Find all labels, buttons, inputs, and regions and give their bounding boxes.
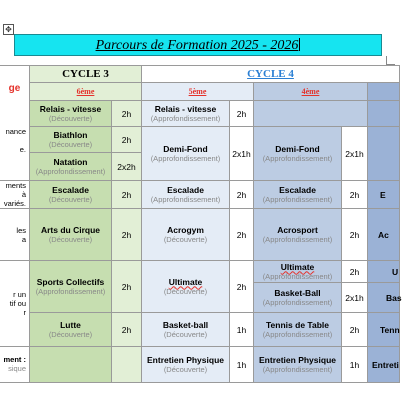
cell-6-escalade[interactable] (30, 181, 112, 209)
hours-value: 2h (121, 108, 132, 119)
cell-4-entretien[interactable] (254, 347, 342, 383)
hours-cell (112, 127, 142, 153)
cell-4-basketball[interactable] (254, 283, 342, 313)
hours-value: 2h (349, 189, 360, 200)
page-title: Parcours de Formation 2025 - 2026 (95, 38, 299, 53)
activity-name: Escalade (279, 184, 316, 195)
cell-6-natation[interactable] (30, 153, 112, 181)
hours-value: 2x1h (345, 292, 364, 303)
activity-type: (Découverte) (163, 364, 208, 374)
level-6-header (30, 83, 142, 101)
hours-cell (112, 261, 142, 313)
cell-5-acrogym[interactable] (142, 209, 230, 261)
hours-value: 1h (349, 359, 360, 370)
activity-name: E (380, 189, 386, 200)
cell-4-acrosport[interactable] (254, 209, 342, 261)
activity-name: Tenn (380, 324, 400, 335)
hours-cell (112, 153, 142, 181)
hours-cell (342, 313, 368, 347)
left-cell-4: r un tif ou r (0, 261, 30, 347)
hours-value: 2x2h (117, 161, 136, 172)
cell-3-empty (368, 127, 400, 181)
level-5-label: 5ème (188, 87, 207, 96)
activity-type: (Approfondissement) (262, 234, 333, 244)
activity-name: Demi-Fond (163, 143, 208, 154)
hours-cell (230, 209, 254, 261)
activity-name: Acrosport (277, 224, 318, 235)
activity-name: Entretien Physique (259, 354, 336, 365)
activity-type: (Approfondissement) (150, 194, 221, 204)
activity-name: Escalade (52, 184, 89, 195)
activity-type: (Approfondissement) (35, 166, 106, 176)
left-cell-1: nance e. (0, 101, 30, 181)
cycle3-header (30, 66, 142, 83)
activity-type: (Découverte) (48, 234, 93, 244)
activity-name: Basket-Ball (274, 287, 321, 298)
activity-type: (Approfondissement) (262, 153, 333, 163)
cell-5-relais[interactable] (142, 101, 230, 127)
cell-5-demifond[interactable] (142, 127, 230, 181)
activity-name: Ultimate (168, 276, 203, 287)
hours-value: 2h (121, 281, 132, 292)
cell-3-empty (368, 101, 400, 127)
activity-type: (Découverte) (48, 113, 93, 123)
hours-value: 2h (121, 134, 132, 145)
activity-name: Relais - vitesse (39, 103, 102, 114)
activity-name: Relais - vitesse (154, 103, 217, 114)
hours-value: 1h (236, 324, 247, 335)
left-cell-2: ments à variés. (0, 181, 30, 209)
cell-6-empty (30, 347, 112, 383)
left-cell-5-text: ment : (3, 355, 26, 364)
hours-value: 2h (349, 324, 360, 335)
level-5-header (142, 83, 254, 101)
hours-cell (342, 181, 368, 209)
cell-6-arts-cirque[interactable] (30, 209, 112, 261)
cycle3-label: CYCLE 3 (62, 68, 109, 80)
activity-name: Bas (386, 292, 402, 303)
hours-cell (342, 347, 368, 383)
table-top-border (0, 65, 400, 66)
activity-type: (Approfondissement) (262, 364, 333, 374)
table-move-handle[interactable]: ✥ (3, 24, 14, 35)
activity-type: (Découverte) (163, 329, 208, 339)
hours-value: 2h (349, 266, 360, 277)
cell-5-entretien[interactable] (142, 347, 230, 383)
hours-cell (230, 127, 254, 181)
activity-type: (Approfondissement) (150, 113, 221, 123)
hours-value: 2h (121, 324, 132, 335)
hours-cell (230, 313, 254, 347)
cell-5-basketball[interactable] (142, 313, 230, 347)
activity-name: Natation (53, 156, 88, 167)
activity-name: Biathlon (53, 129, 88, 140)
cell-6-relais[interactable] (30, 101, 112, 127)
hours-value: 2x1h (345, 148, 364, 159)
activity-name: Escalade (167, 184, 204, 195)
activity-type: (Approfondissement) (262, 271, 333, 281)
cell-4-empty (254, 101, 368, 127)
hours-cell (342, 261, 368, 283)
level-4-header (254, 83, 368, 101)
activity-type: (Découverte) (48, 329, 93, 339)
activity-name: U (392, 266, 399, 277)
hours-cell (112, 347, 142, 383)
hours-value: 2x1h (232, 148, 251, 159)
cell-3-acro[interactable] (368, 209, 400, 261)
cell-5-escalade[interactable] (142, 181, 230, 209)
hours-value: 1h (236, 359, 247, 370)
cycle4-header (142, 66, 400, 83)
hours-cell (112, 181, 142, 209)
hours-cell (342, 283, 368, 313)
activity-name: Entreti (372, 359, 399, 370)
left-cell-5-sub: sique (8, 364, 26, 373)
activity-name: Basket-ball (162, 319, 209, 330)
activity-type: (Approfondissement) (262, 329, 333, 339)
hours-cell (112, 209, 142, 261)
hours-value: 2h (349, 229, 360, 240)
hours-cell (230, 101, 254, 127)
cell-5-ultimate[interactable] (142, 261, 230, 313)
cell-4-ultimate[interactable] (254, 261, 342, 283)
activity-name: Acrogym (167, 224, 204, 235)
hours-value: 2h (236, 189, 247, 200)
column-divider (29, 66, 30, 383)
hours-cell (112, 101, 142, 127)
cell-4-tennis-table[interactable] (254, 313, 342, 347)
cell-3-entretien[interactable] (368, 347, 400, 383)
level-3-header (368, 83, 400, 101)
activity-type: (Découverte) (48, 194, 93, 204)
activity-type: (Découverte) (163, 286, 208, 296)
cell-6-biathlon[interactable] (30, 127, 112, 153)
activity-name: Entretien Physique (147, 354, 224, 365)
hours-cell (112, 313, 142, 347)
cell-6-lutte[interactable] (30, 313, 112, 347)
hours-cell (230, 347, 254, 383)
hours-value: 2h (236, 108, 247, 119)
cell-4-escalade[interactable] (254, 181, 342, 209)
level-6-label: 6ème (76, 87, 95, 96)
hours-cell (342, 209, 368, 261)
activity-name: Lutte (60, 319, 81, 330)
activity-name: Ac (378, 229, 389, 240)
activity-type: (Approfondissement) (262, 194, 333, 204)
cell-4-demifond[interactable] (254, 127, 342, 181)
hours-value: 2h (236, 229, 247, 240)
hours-cell (230, 261, 254, 313)
activity-type: (Approfondissement) (35, 286, 106, 296)
hours-value: 2h (236, 281, 247, 292)
activity-type: (Découverte) (48, 139, 93, 149)
activity-name: Arts du Cirque (40, 224, 101, 235)
hours-value: 2h (121, 229, 132, 240)
activity-name: Demi-Fond (275, 143, 320, 154)
cycle4-label: CYCLE 4 (247, 68, 294, 80)
cell-3-basket[interactable] (368, 283, 400, 313)
left-cell-5 (0, 347, 30, 383)
activity-name: Sports Collectifs (36, 276, 105, 287)
hours-value: 2h (121, 189, 132, 200)
hours-cell (230, 181, 254, 209)
cell-3-ultimate[interactable] (368, 261, 400, 283)
cell-3-escalade[interactable] (368, 181, 400, 209)
hours-cell (342, 127, 368, 181)
activity-name: Tennis de Table (266, 319, 329, 330)
activity-type: (Découverte) (163, 234, 208, 244)
left-cell-3: les a (0, 209, 30, 261)
cell-6-sports-collectifs[interactable] (30, 261, 112, 313)
activity-type: (Approfondissement) (262, 297, 333, 307)
activity-type: (Approfondissement) (150, 153, 221, 163)
cell-3-tennis[interactable] (368, 313, 400, 347)
activity-name: Ultimate (280, 261, 315, 272)
left-header-text: ge (8, 83, 21, 94)
level-4-label: 4ème (301, 87, 320, 96)
